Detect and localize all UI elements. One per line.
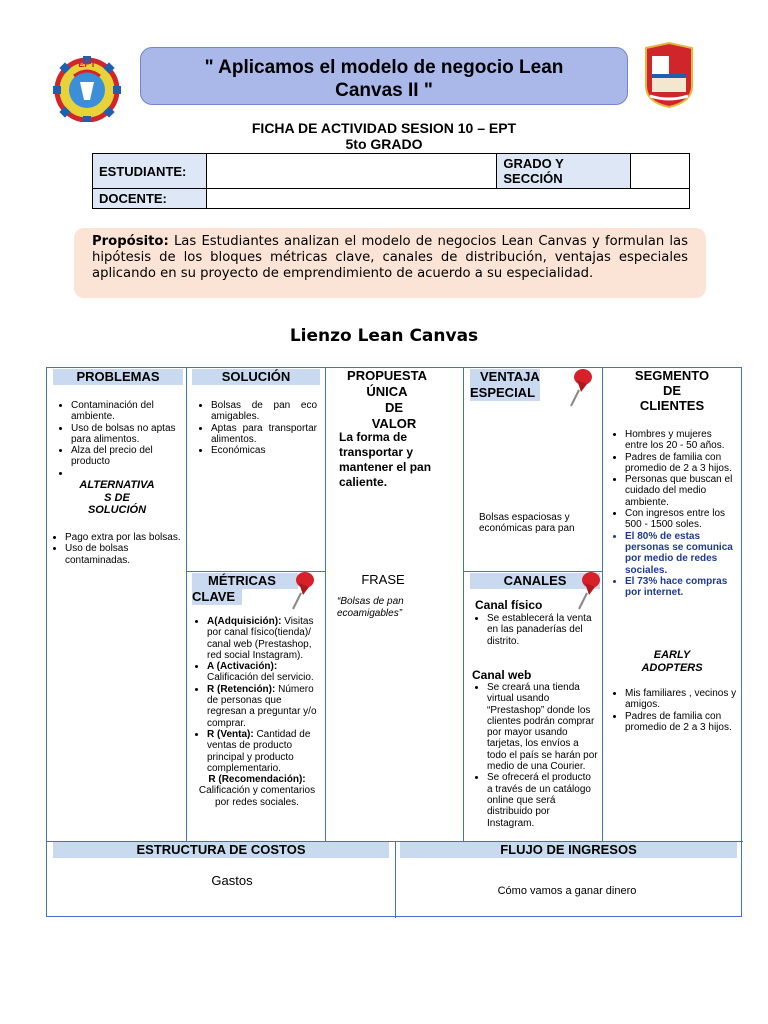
early-adopters-list <box>611 688 737 733</box>
list-item: • Contaminación del ambiente. <box>71 400 185 423</box>
key-metrics-header-line2: CLAVE <box>192 589 242 605</box>
student-label: ESTUDIANTE: <box>93 154 207 189</box>
list-item: • A (Activación): Calificación del servicio. <box>207 661 321 684</box>
school-shield-logo <box>642 42 696 108</box>
activity-title: " Aplicamos el modelo de negocio Lean Canvas II " <box>140 47 628 105</box>
cost-structure-header: ESTRUCTURA DE COSTOS <box>53 842 389 858</box>
problems-header: PROBLEMAS <box>53 369 183 385</box>
list-item: • Se ofrecerá el producto a través de un catálogo online que será distribuido por Instagram. <box>487 772 599 828</box>
list-item: • Con ingresos entre los 500 - 1500 soles. <box>625 508 737 531</box>
list-item: • Aptas para transportar alimentos. <box>211 423 317 446</box>
cost-structure-text: Gastos <box>211 873 253 888</box>
key-metrics-header: MÉTRICAS <box>192 573 298 589</box>
list-item: • Se establecerá la venta en las panaderías del distrito. <box>487 613 599 647</box>
physical-channel-title: Canal físico <box>475 598 543 612</box>
phrase-label: FRASE <box>361 572 405 587</box>
list-item: • Uso de bolsas no aptas para alimentos. <box>71 423 185 446</box>
special-advantage-header-line2: ESPECIAL <box>470 385 540 401</box>
special-advantage-text: Bolsas espaciosas y económicas para pan <box>479 512 575 535</box>
teacher-field[interactable] <box>206 189 689 209</box>
canvas-title: Lienzo Lean Canvas <box>289 326 479 346</box>
special-advantage-header: VENTAJA <box>470 369 540 385</box>
problems-list <box>57 400 185 479</box>
alternatives-title: ALTERNATIVA S DE SOLUCIÓN <box>79 479 155 516</box>
phrase-text: “Bolsas de pan ecoamigables” <box>337 596 404 619</box>
revenue-streams-header: FLUJO DE INGRESOS <box>400 842 737 858</box>
list-item: • Bolsas de pan eco amigables. <box>211 400 317 423</box>
worksheet-heading: FICHA DE ACTIVIDAD SESION 10 – EPT 5to GRADO <box>251 120 517 152</box>
list-item: • Uso de bolsas contaminadas. <box>65 543 181 566</box>
customer-segments-header: SEGMENTO DE CLIENTES <box>634 368 710 413</box>
list-item: • Hombres y mujeres entre los 20 - 50 años. <box>625 429 737 452</box>
lean-canvas <box>46 367 742 917</box>
list-item: • Económicas <box>211 445 317 456</box>
list-item: • El 80% de estas personas se comunica por medio de redes sociales. <box>625 531 737 576</box>
student-info-table <box>92 153 690 209</box>
student-field[interactable] <box>206 154 496 189</box>
list-item: • R (Venta): Cantidad de ventas de producto principal y producto complementario. <box>207 729 321 774</box>
revenue-streams-text: Cómo vamos a ganar dinero <box>497 885 637 897</box>
web-channel-list <box>473 682 599 829</box>
list-item: • Pago extra por las bolsas. <box>65 532 181 543</box>
solution-list <box>197 400 317 456</box>
teacher-label: DOCENTE: <box>93 189 207 209</box>
list-item <box>71 468 185 479</box>
grade-section-label: GRADO Y SECCIÓN <box>497 154 631 189</box>
school-gear-logo <box>50 52 124 122</box>
solution-header: SOLUCIÓN <box>192 369 320 385</box>
channels-header: CANALES <box>470 573 600 589</box>
pushpin-icon <box>573 571 603 611</box>
list-item: • R (Retención): Número de personas que regresan a preguntar y/o comprar. <box>207 684 321 729</box>
value-proposition-text: La forma de transportar y mantener el pan caliente. <box>339 430 432 489</box>
list-item: • El 73% hace compras por internet. <box>625 576 737 599</box>
list-item: • Personas que buscan el cuidado del medio ambiente. <box>625 474 737 508</box>
customer-segments-list <box>611 429 737 598</box>
list-item: • Padres de familia con promedio de 2 a 3 hijos. <box>625 452 737 475</box>
alternatives-list <box>51 532 181 566</box>
purpose-box <box>74 228 706 298</box>
value-proposition-header: PROPUESTA ÚNICA DE VALOR <box>347 368 427 431</box>
early-adopters-title: EARLY ADOPTERS <box>641 649 703 674</box>
list-item: • A(Adquisición): Visitas por canal físico(tienda)/ canal web (Prestashop, red social Instagram). <box>207 616 321 661</box>
list-item: • Alza del precio del producto <box>71 445 185 468</box>
pushpin-icon <box>287 571 317 611</box>
grade-section-field[interactable] <box>631 154 690 189</box>
list-item: • Padres de familia con promedio de 2 a 3 hijos. <box>625 711 737 734</box>
pushpin-icon <box>565 368 595 408</box>
purpose-text: Las Estudiantes analizan el modelo de negocios Lean Canvas y formulan las hipótesis de los bloques métricas clave, canales de distribución, ventajas especiales aplicando en su proyecto de emprendimiento de acuerdo a su especialidad. <box>92 234 688 281</box>
key-metrics-list: • A(Adquisición): Visitas por canal físico(tienda)/ canal web (Prestashop, red social Instagram). • A (Activación): Calificación del servicio. • R (Retención): Número de personas que regresan a preguntar y/o comprar. • R (Venta): Cantidad de ventas de producto principal y producto complementario. R (Recomendación): Calificación y comentarios por redes sociales. <box>193 616 321 808</box>
list-item: • Mis familiares , vecinos y amigos. <box>625 688 737 711</box>
svg-text:EPT: EPT <box>78 59 96 69</box>
list-item: • Se creará una tienda virtual usando “Prestashop” donde los clientes podrán comprar por mayor usando tarjetas, los envíos a todo el país se harán por medio de una Courier. <box>487 682 599 772</box>
web-channel-title: Canal web <box>472 668 532 682</box>
physical-channel-list <box>473 613 599 647</box>
purpose-label: Propósito: <box>92 234 169 249</box>
